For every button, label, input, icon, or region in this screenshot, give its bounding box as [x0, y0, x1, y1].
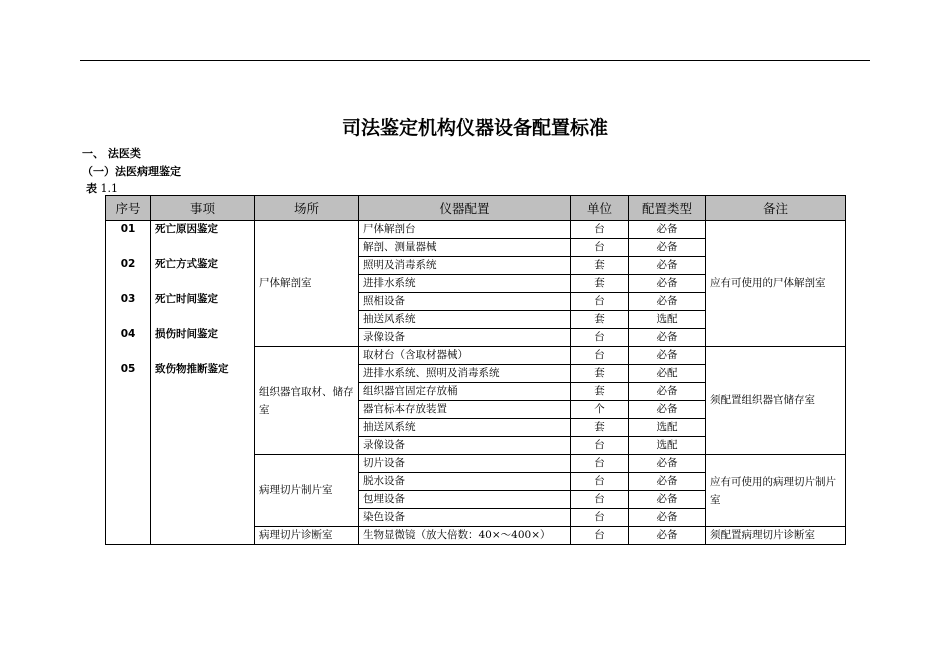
item-name: 损伤时间鉴定: [155, 328, 218, 340]
type-cell: 必备: [629, 347, 706, 365]
equipment-cell: 进排水系统: [359, 275, 571, 293]
equipment-cell: 生物显微镜（放大倍数：40×～400×）: [359, 527, 571, 545]
item-name: 致伤物推断鉴定: [155, 363, 229, 375]
unit-cell: 个: [571, 401, 629, 419]
unit-cell: 台: [571, 491, 629, 509]
equipment-cell: 进排水系统、照明及消毒系统: [359, 365, 571, 383]
type-cell: 必配: [629, 365, 706, 383]
item-number: 03: [120, 293, 136, 305]
item-number: 05: [120, 363, 136, 375]
note-cell: 应有可使用的病理切片制片室: [706, 455, 846, 527]
equipment-cell: 抽送风系统: [359, 419, 571, 437]
item-name: 死亡原因鉴定: [155, 223, 218, 235]
item-name-column: [151, 221, 255, 545]
type-cell: 必备: [629, 383, 706, 401]
place-cell: 病理切片制片室: [255, 455, 359, 527]
header-rule: [80, 60, 870, 61]
table-label-number: 1.1: [100, 182, 118, 195]
equipment-cell: 组织器官固定存放桶: [359, 383, 571, 401]
unit-cell: 台: [571, 437, 629, 455]
table-row: [106, 221, 846, 239]
type-cell: 必备: [629, 401, 706, 419]
equipment-cell: 解剖、测量器械: [359, 239, 571, 257]
item-name: 死亡方式鉴定: [155, 258, 218, 270]
header-note: 备注: [706, 196, 846, 221]
type-cell: 必备: [629, 473, 706, 491]
unit-cell: 套: [571, 257, 629, 275]
type-cell: 必备: [629, 275, 706, 293]
unit-cell: 台: [571, 455, 629, 473]
header-place: 场所: [255, 196, 359, 221]
type-cell: 必备: [629, 293, 706, 311]
section-heading: 一、 法医类: [82, 147, 141, 160]
header-no: 序号: [106, 196, 151, 221]
header-item: 事项: [151, 196, 255, 221]
item-number-column: [106, 221, 151, 545]
type-cell: 必备: [629, 221, 706, 239]
item-number: 04: [120, 328, 136, 340]
table-label-prefix: 表: [86, 182, 97, 195]
equipment-cell: 照明及消毒系统: [359, 257, 571, 275]
header-unit: 单位: [571, 196, 629, 221]
unit-cell: 套: [571, 275, 629, 293]
equipment-cell: 器官标本存放装置: [359, 401, 571, 419]
header-equipment: 仪器配置: [359, 196, 571, 221]
item-number: 01: [120, 223, 136, 235]
unit-cell: 台: [571, 329, 629, 347]
equipment-cell: 抽送风系统: [359, 311, 571, 329]
place-cell: 病理切片诊断室: [255, 527, 359, 545]
type-cell: 必备: [629, 455, 706, 473]
type-cell: 选配: [629, 419, 706, 437]
unit-cell: 台: [571, 527, 629, 545]
table-header-row: [106, 196, 846, 221]
unit-cell: 台: [571, 239, 629, 257]
note-cell: 应有可使用的尸体解剖室: [706, 221, 846, 347]
equipment-cell: 照相设备: [359, 293, 571, 311]
note-cell: 须配置组织器官储存室: [706, 347, 846, 455]
equipment-cell: 取材台（含取材器械）: [359, 347, 571, 365]
equipment-cell: 包埋设备: [359, 491, 571, 509]
type-cell: 必备: [629, 491, 706, 509]
equipment-standard-table: [105, 195, 846, 545]
unit-cell: 台: [571, 293, 629, 311]
unit-cell: 套: [571, 365, 629, 383]
type-cell: 必备: [629, 257, 706, 275]
type-cell: 选配: [629, 311, 706, 329]
unit-cell: 套: [571, 311, 629, 329]
type-cell: 必备: [629, 509, 706, 527]
subsection-heading: （一）法医病理鉴定: [82, 165, 181, 178]
equipment-cell: 脱水设备: [359, 473, 571, 491]
unit-cell: 台: [571, 473, 629, 491]
type-cell: 必备: [629, 527, 706, 545]
document-title: 司法鉴定机构仪器设备配置标准: [341, 117, 608, 139]
unit-cell: 套: [571, 383, 629, 401]
unit-cell: 台: [571, 347, 629, 365]
header-config-type: 配置类型: [629, 196, 706, 221]
equipment-cell: 尸体解剖台: [359, 221, 571, 239]
item-name: 死亡时间鉴定: [155, 293, 218, 305]
equipment-cell: 切片设备: [359, 455, 571, 473]
table-label: [86, 180, 118, 196]
type-cell: 必备: [629, 329, 706, 347]
place-cell: 组织器官取材、储存室: [255, 347, 359, 455]
unit-cell: 台: [571, 509, 629, 527]
equipment-cell: 录像设备: [359, 329, 571, 347]
type-cell: 选配: [629, 437, 706, 455]
unit-cell: 台: [571, 221, 629, 239]
item-number: 02: [120, 258, 136, 270]
equipment-cell: 录像设备: [359, 437, 571, 455]
equipment-cell: 染色设备: [359, 509, 571, 527]
unit-cell: 套: [571, 419, 629, 437]
note-cell: 须配置病理切片诊断室: [706, 527, 846, 545]
place-cell: 尸体解剖室: [255, 221, 359, 347]
type-cell: 必备: [629, 239, 706, 257]
